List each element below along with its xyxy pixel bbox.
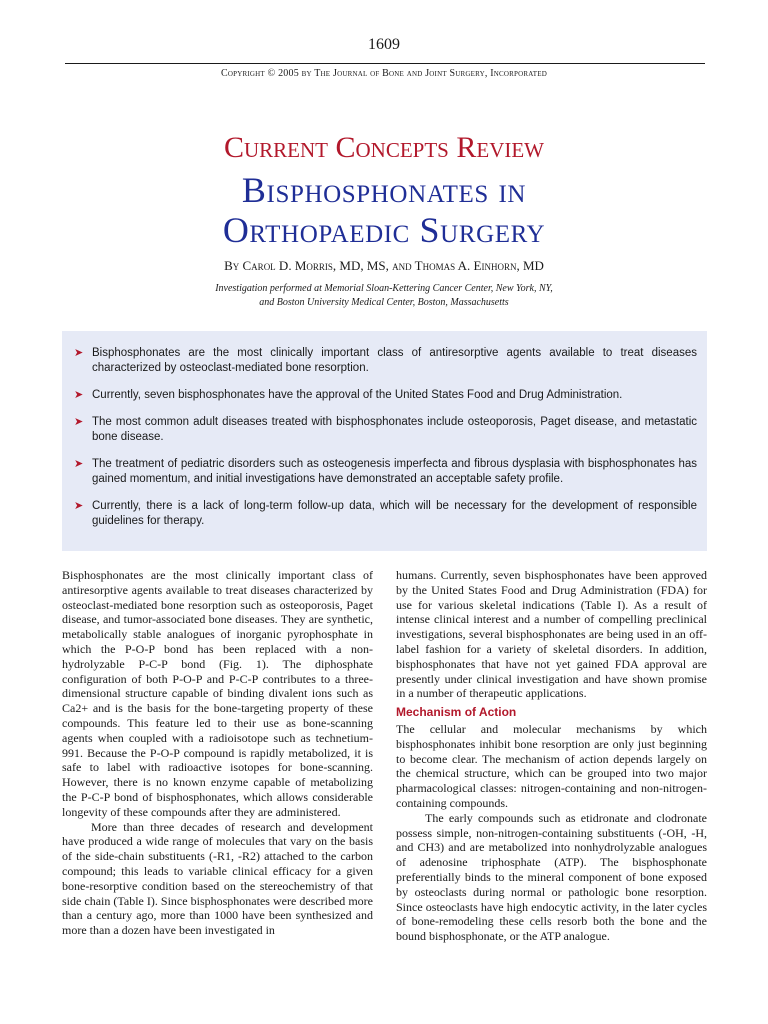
summary-point-text: Currently, seven bisphosphonates have the approval of the United States Food and Drug Administration. — [92, 389, 623, 401]
summary-point-text: Currently, there is a lack of long-term follow-up data, which will be necessary for the development of responsible guidelines for therapy. — [92, 500, 697, 527]
summary-point-text: The treatment of pediatric disorders such as osteogenesis imperfecta and fibrous dysplasia with bisphosphonates has gained momentum, and initial investigations have demonstrated an acceptable safety profile. — [92, 458, 697, 485]
header-rule — [65, 63, 705, 64]
arrow-bullet-icon: ➤ — [74, 500, 84, 512]
affiliation-line-1: Investigation performed at Memorial Sloan-Kettering Cancer Center, New York, NY, — [215, 283, 553, 294]
affiliation — [160, 282, 608, 310]
summary-point — [74, 388, 697, 403]
body-column-left — [62, 568, 373, 938]
summary-point — [74, 499, 697, 529]
arrow-bullet-icon: ➤ — [74, 458, 84, 470]
summary-point — [74, 346, 697, 376]
copyright-line: Copyright © 2005 by The Journal of Bone and Joint Surgery, Incorporated — [221, 68, 547, 79]
title-line-2: Orthopaedic Surgery — [222, 210, 546, 250]
article-title — [0, 170, 768, 250]
summary-list — [62, 331, 707, 529]
body-paragraph: Bisphosphonates are the most clinically important class of antiresorptive agents available to treat diseases characterized by osteoclast-mediated bone resorption such as osteoporosis, Paget disease, and tumor-associated bone diseases. They are synthetic, metabolically stable analogues of inorganic pyrophosphate in which the P-O-P bond has been replaced with a non-hydrolyzable P-C-P bond (Fig. 1). The diphosphate configuration of both P-O-P and P-C-P contributes to a three-dimensional structure capable of binding divalent ions such as Ca2+ and is the basis for the bone-targeting property of these compounds. This feature led to their use as bone-scanning agents when coupled with a radioisotope such as technetium-991. Because the P-O-P compound is rapidly metabolized, it is safe to label with radioactive isotopes for bone-scanning. However, there is no known enzyme capable of metabolizing the P-C-P bond of bisphosphonates, which allows considerable longevity of these compounds after they are administered. — [62, 568, 373, 819]
body-paragraph: The early compounds such as etidronate and clodronate possess simple, non-nitrogen-containing substituents (-OH, -H, and CH3) and are metabolized into nonhydrolyzable analogues of adenosine triphosphate (ATP). The bisphosphonate preferentially binds to the mineral component of bone exposed by osteoclasts during normal or pathologic bone resorption. Since osteoclasts have high endocytic activity, in the later cycles of bone-remodeling these cells resorb both the bone and the bound bisphosphonate, or the ATP analogue. — [396, 810, 707, 944]
section-label: Current Concepts Review — [223, 131, 544, 164]
summary-point-text: The most common adult diseases treated with bisphosphonates include osteoporosis, Paget disease, and metastatic bone disease. — [92, 416, 697, 443]
title-line-1: Bisphosphonates in — [241, 170, 527, 210]
summary-point — [74, 415, 697, 445]
arrow-bullet-icon: ➤ — [74, 347, 84, 359]
body-column-right — [396, 568, 707, 944]
section-heading: Mechanism of Action — [396, 705, 517, 720]
body-paragraph: The cellular and molecular mechanisms by which bisphosphonates inhibit bone resorption are only just beginning to become clear. The mechanism of action depends largely on the chemical structure, which can be grouped into two major pharmacological classes: nitrogen-containing and non-nitrogen-containing compounds. — [396, 721, 707, 810]
summary-point — [74, 457, 697, 487]
body-paragraph: More than three decades of research and development have produced a wide range of molecules that vary on the basis of the side-chain substituents (-R1, -R2) attached to the carbon compound; this leads to variable clinical efficacy for a given bone-resorptive condition based on the stereochemistry of that side chain (Table I). Since bisphosphonates were described more than a century ago, more than 1000 have been synthesized and more than a dozen have been investigated in — [62, 819, 373, 938]
summary-box — [62, 331, 707, 551]
arrow-bullet-icon: ➤ — [74, 416, 84, 428]
arrow-bullet-icon: ➤ — [74, 389, 84, 401]
summary-point-text: Bisphosphonates are the most clinically important class of antiresorptive agents available to treat diseases characterized by osteoclast-mediated bone resorption. — [92, 347, 697, 374]
author-byline: By Carol D. Morris, MD, MS, and Thomas A. Einhorn, MD — [224, 258, 544, 273]
body-paragraph: humans. Currently, seven bisphosphonates have been approved by the United States Food and Drug Administration (FDA) for use for various skeletal indications (Table I). As a result of intense clinical interest and a number of compelling preclinical investigations, several bisphosphonates are being used in an off-label fashion for a variety of skeletal disorders. In addition, bisphosphonates that have not yet gained FDA approval are presently under clinical investigation and have shown promise in a number of therapeutic applications. — [396, 568, 707, 701]
page-number: 1609 — [368, 36, 400, 53]
affiliation-line-2: and Boston University Medical Center, Boston, Massachusetts — [259, 297, 509, 308]
